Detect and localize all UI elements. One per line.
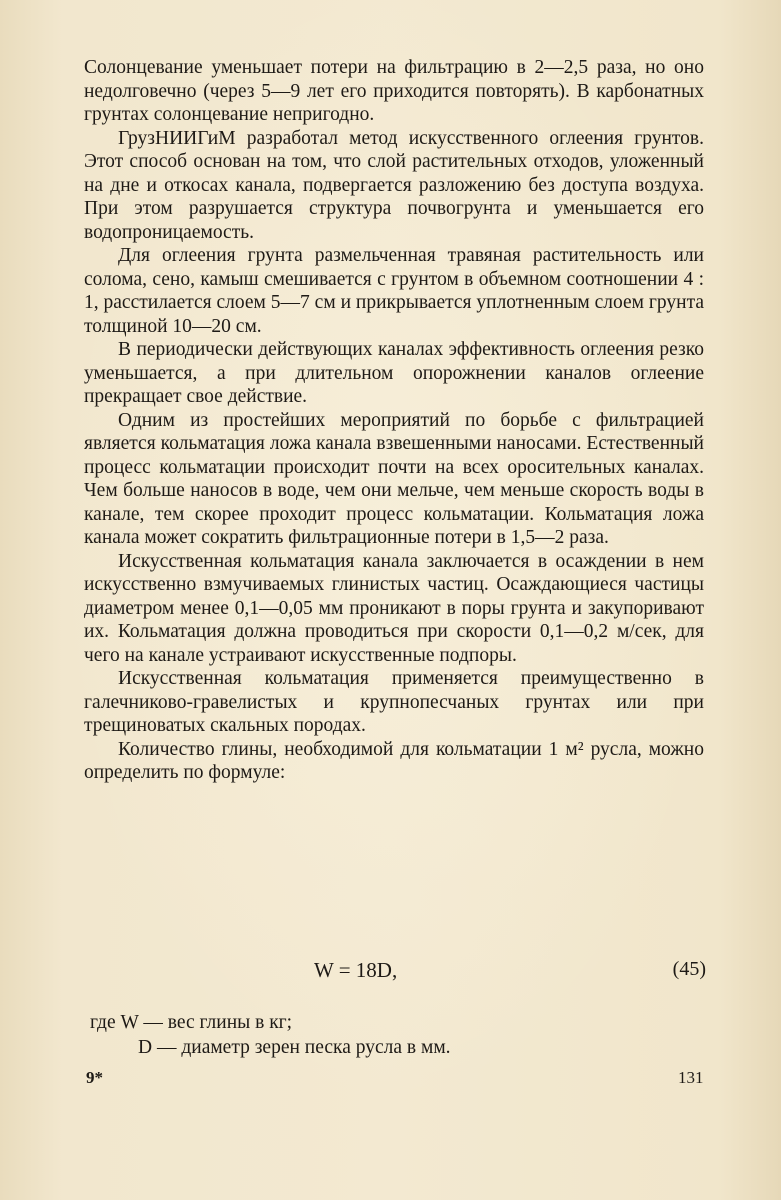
signature-mark: 9* — [86, 1068, 103, 1087]
formula-row — [84, 958, 706, 988]
paragraph-8: Количество глины, необходимой для кольматации 1 м² русла, можно определить по формуле: — [84, 738, 704, 783]
main-text — [84, 56, 704, 785]
paragraph-3: Для оглеения грунта размельченная травяная растительность или солома, сено, камыш смешивается с грунтом в объемном соотношении 4 : 1, расстилается слоем 5—7 см и прикрывается уплотненным слоем грунта толщиной 10—20 см. — [84, 245, 704, 337]
legend-line-weight: где W — вес глины в кг; — [90, 1012, 293, 1033]
page-number: 131 — [678, 1068, 704, 1087]
formula-expression: W = 18D, — [314, 958, 398, 982]
paragraph-6: Искусственная кольматация канала заключается в осаждении в нем искусственно взмучиваемых глинистых частиц. Осаждающиеся частицы диаметром менее 0,1—0,05 мм проникают в поры грунта и закупоривают их. Кольматация должна проводиться при скорости 0,1—0,2 м/сек, для чего на канале устраивают искусственные подпоры. — [84, 550, 704, 666]
paragraph-5: Одним из простейших мероприятий по борьбе с фильтрацией является кольматация ложа канала взвешенными наносами. Естественный процесс кольматации происходит почти на всех оросительных каналах. Чем больше наносов в воде, чем они мельче, чем меньше скорость воды в канале, тем скорее проходит процесс кольматации. Кольматация ложа канала может сократить фильтрационные потери в 1,5—2 раза. — [84, 409, 704, 548]
paragraph-2: ГрузНИИГиМ разработал метод искусственного оглеения грунтов. Этот способ основан на том, что слой растительных отходов, уложенный на дне и откосах канала, подвергается разложению без доступа воздуха. При этом разрушается структура почвогрунта и уменьшается его водопроницаемость. — [84, 127, 704, 243]
paragraph-7: Искусственная кольматация применяется преимущественно в галечниково-гравелистых и крупнопесчаных грунтах или при трещиноватых скальных породах. — [84, 668, 704, 736]
formula-number: (45) — [672, 958, 706, 980]
paragraph-4: В периодически действующих каналах эффективность оглеения резко уменьшается, а при длительном опорожнении каналов оглеение прекращает свое действие. — [84, 339, 704, 407]
legend-line-diameter: D — диаметр зерен песка русла в мм. — [138, 1037, 451, 1058]
paragraph-1: Солонцевание уменьшает потери на фильтрацию в 2—2,5 раза, но оно недолговечно (через 5—9 лет его приходится повторять). В карбонатных грунтах солонцевание непригодно. — [84, 57, 704, 125]
formula-legend — [90, 1010, 690, 1060]
